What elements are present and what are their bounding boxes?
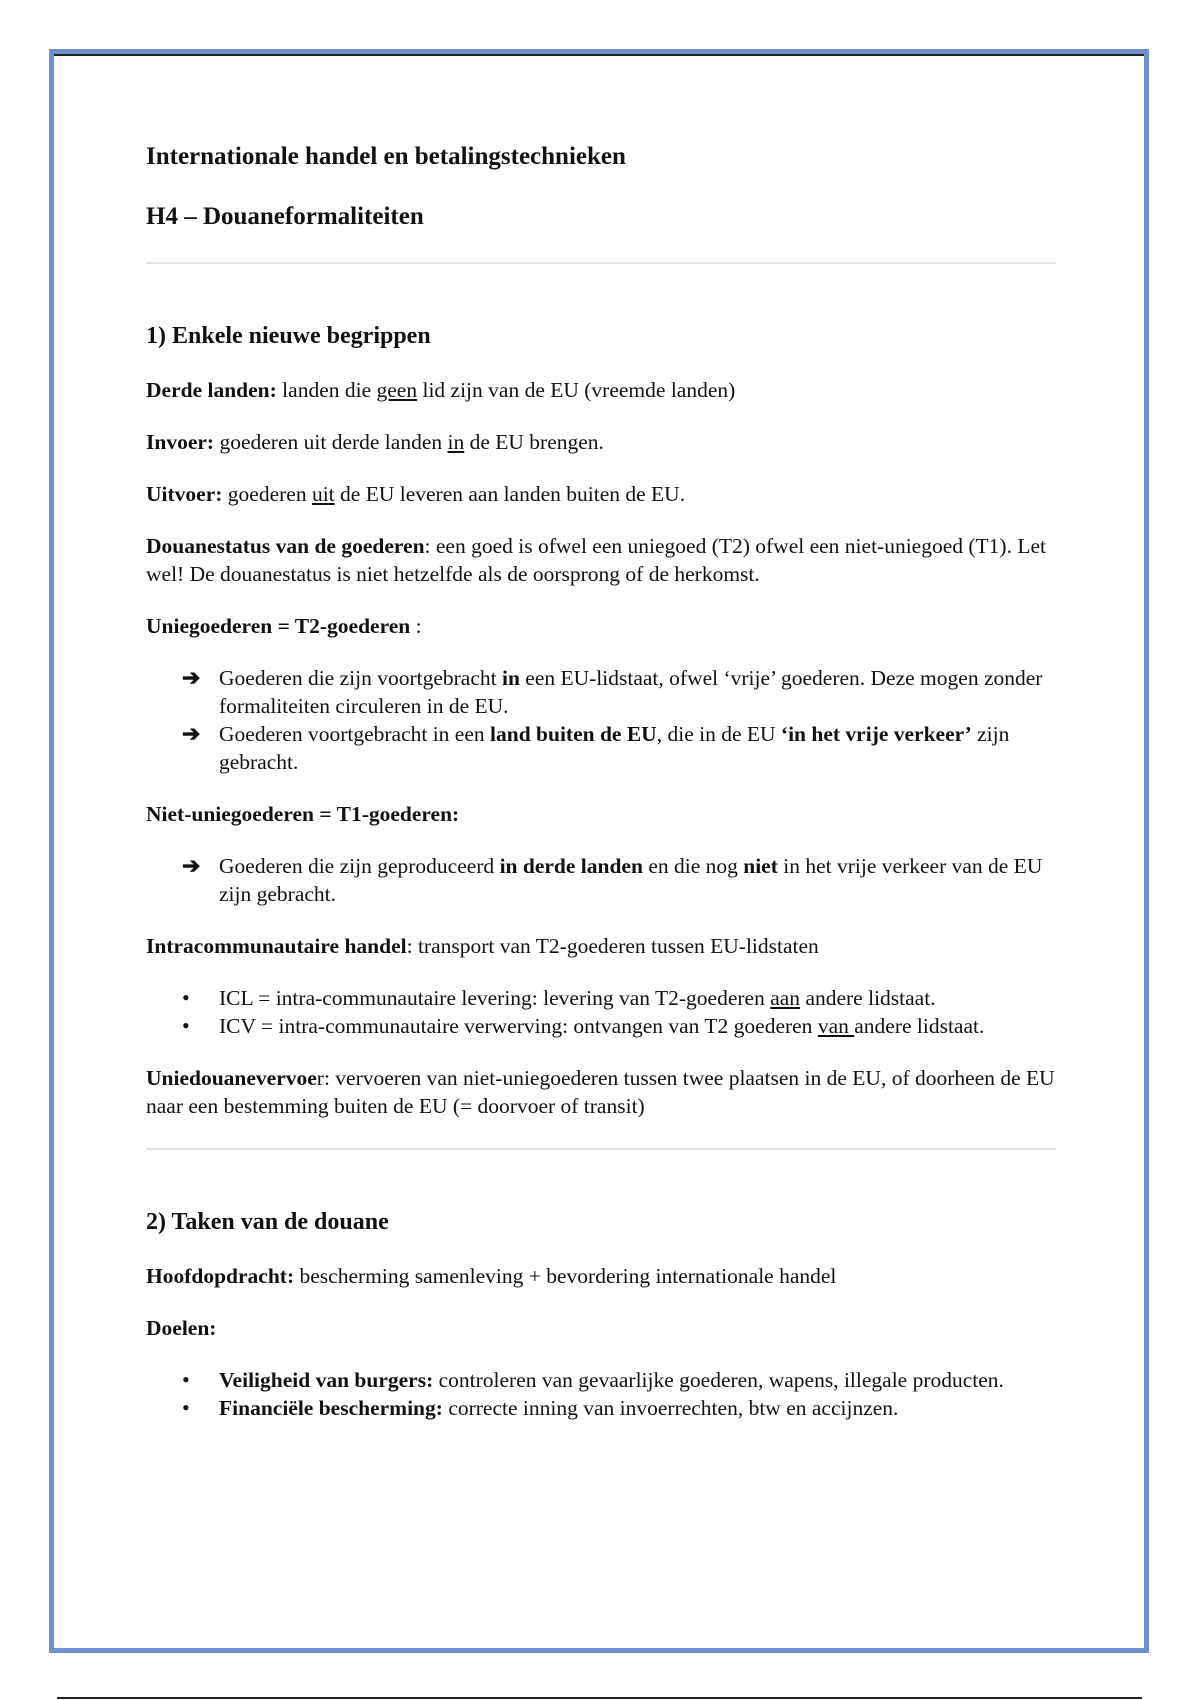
section-1-heading: 1) Enkele nieuwe begrippen: [146, 323, 431, 349]
item-text: Goederen die zijn geproduceerd: [219, 854, 500, 878]
bullet-icon: •: [182, 1013, 190, 1038]
uniegoederen-list: [146, 664, 1056, 776]
bullet-icon: •: [182, 985, 190, 1010]
niet-uniegoederen-list: [146, 852, 1056, 908]
item-bold: in derde landen: [499, 854, 643, 878]
item-text: andere lidstaat.: [854, 1014, 985, 1038]
list-item: [146, 1012, 1056, 1040]
item-text: andere lidstaat.: [800, 986, 936, 1010]
underlined-word: aan: [770, 986, 801, 1010]
item-bold: ‘in het vrije verkeer’: [780, 722, 972, 746]
item-text: in het vrije verkeer van de EU zijn gebracht.: [219, 854, 1043, 906]
item-bold: Veiligheid van burgers:: [219, 1368, 434, 1392]
def-text: r: vervoeren van niet-uniegoederen tussen twee plaatsen in de EU, of doorheen de EU naar een bestemming buiten de EU (= doorvoer of transit): [146, 1066, 1055, 1118]
def-text: lid zijn van de EU (vreemde landen): [417, 378, 736, 402]
def-invoer: [146, 428, 1056, 456]
item-text: Goederen voortgebracht in een: [219, 722, 491, 746]
def-text: goederen: [222, 482, 312, 506]
def-text: de EU brengen.: [464, 430, 604, 454]
item-text: ICV = intra-communautaire verwerving: ontvangen van T2 goederen: [219, 1014, 818, 1038]
list-item: [146, 1366, 1056, 1394]
item-text: , die in de EU: [656, 722, 781, 746]
item-text: zijn gebracht.: [219, 722, 1010, 774]
bullet-icon: •: [182, 1395, 190, 1420]
underlined-word: van: [817, 1014, 855, 1038]
arrow-icon: ➔: [182, 853, 201, 878]
def-uniedouanevervoer: [146, 1064, 1056, 1120]
term-label: Douanestatus van de goederen: [146, 534, 425, 558]
list-item: [146, 852, 1056, 908]
item-text: een EU-lidstaat, ofwel ‘vrije’ goederen. Deze mogen zonder formaliteiten circuleren in de EU.: [219, 666, 1043, 718]
def-text: de EU leveren aan landen buiten de EU.: [334, 482, 686, 506]
item-text: Goederen die zijn voortgebracht: [219, 666, 502, 690]
term-label: Uniegoederen = T2-goederen: [146, 614, 411, 638]
section-2-heading: 2) Taken van de douane: [146, 1209, 389, 1235]
def-douanestatus: [146, 532, 1056, 588]
term-label: Uniedouanevervoe: [146, 1066, 317, 1090]
term-label: Doelen:: [146, 1316, 217, 1340]
intra-list: [146, 984, 1056, 1040]
doelen-list: [146, 1366, 1056, 1422]
niet-uniegoederen-heading: [146, 800, 1056, 828]
underlined-word: uit: [311, 482, 335, 506]
item-bold: Financiële bescherming:: [219, 1396, 443, 1420]
document-body: [146, 140, 1056, 1422]
def-text: : transport van T2-goederen tussen EU-lidstaten: [406, 934, 819, 958]
def-derde-landen: [146, 376, 1056, 404]
term-label: Invoer:: [146, 430, 215, 454]
chapter-title: H4 – Douaneformaliteiten: [146, 203, 424, 230]
def-text: goederen uit derde landen: [214, 430, 448, 454]
hoofdopdracht: [146, 1262, 1056, 1290]
next-page-top-rule: [57, 1697, 1142, 1699]
term-label: Uitvoer:: [146, 482, 223, 506]
arrow-icon: ➔: [182, 665, 201, 690]
def-uitvoer: [146, 480, 1056, 508]
term-label: Derde landen:: [146, 378, 277, 402]
item-bold: in: [501, 666, 520, 690]
document-title: Internationale handel en betalingstechnieken: [146, 143, 626, 170]
bullet-icon: •: [182, 1367, 190, 1392]
def-intracommunautaire-handel: [146, 932, 1056, 960]
item-bold: land buiten de EU: [490, 722, 657, 746]
term-label: Intracommunautaire handel: [146, 934, 407, 958]
list-item: [146, 1394, 1056, 1422]
term-label: Niet-uniegoederen = T1-goederen:: [146, 802, 460, 826]
underlined-word: geen: [376, 378, 418, 402]
def-text: landen die: [276, 378, 377, 402]
doelen-heading: [146, 1314, 1056, 1342]
divider: [146, 1148, 1056, 1150]
uniegoederen-heading: [146, 612, 1056, 640]
def-text: bescherming samenleving + bevordering internationale handel: [294, 1264, 837, 1288]
term-label: Hoofdopdracht:: [146, 1264, 295, 1288]
item-text: ICL = intra-communautaire levering: levering van T2-goederen: [219, 986, 771, 1010]
item-text: en die nog: [642, 854, 744, 878]
colon: :: [410, 614, 422, 638]
def-text: : een goed is ofwel een uniegoed (T2) ofwel een niet-uniegoed (T1). Let wel! De douanestatus is niet hetzelfde als de oorsprong of de herkomst.: [146, 534, 1046, 586]
divider: [146, 262, 1056, 264]
list-item: [146, 664, 1056, 720]
list-item: [146, 720, 1056, 776]
item-text: correcte inning van invoerrechten, btw en accijnzen.: [442, 1396, 899, 1420]
list-item: [146, 984, 1056, 1012]
arrow-icon: ➔: [182, 721, 201, 746]
item-bold: niet: [743, 854, 778, 878]
underlined-word: in: [447, 430, 465, 454]
item-text: controleren van gevaarlijke goederen, wapens, illegale producten.: [433, 1368, 1004, 1392]
